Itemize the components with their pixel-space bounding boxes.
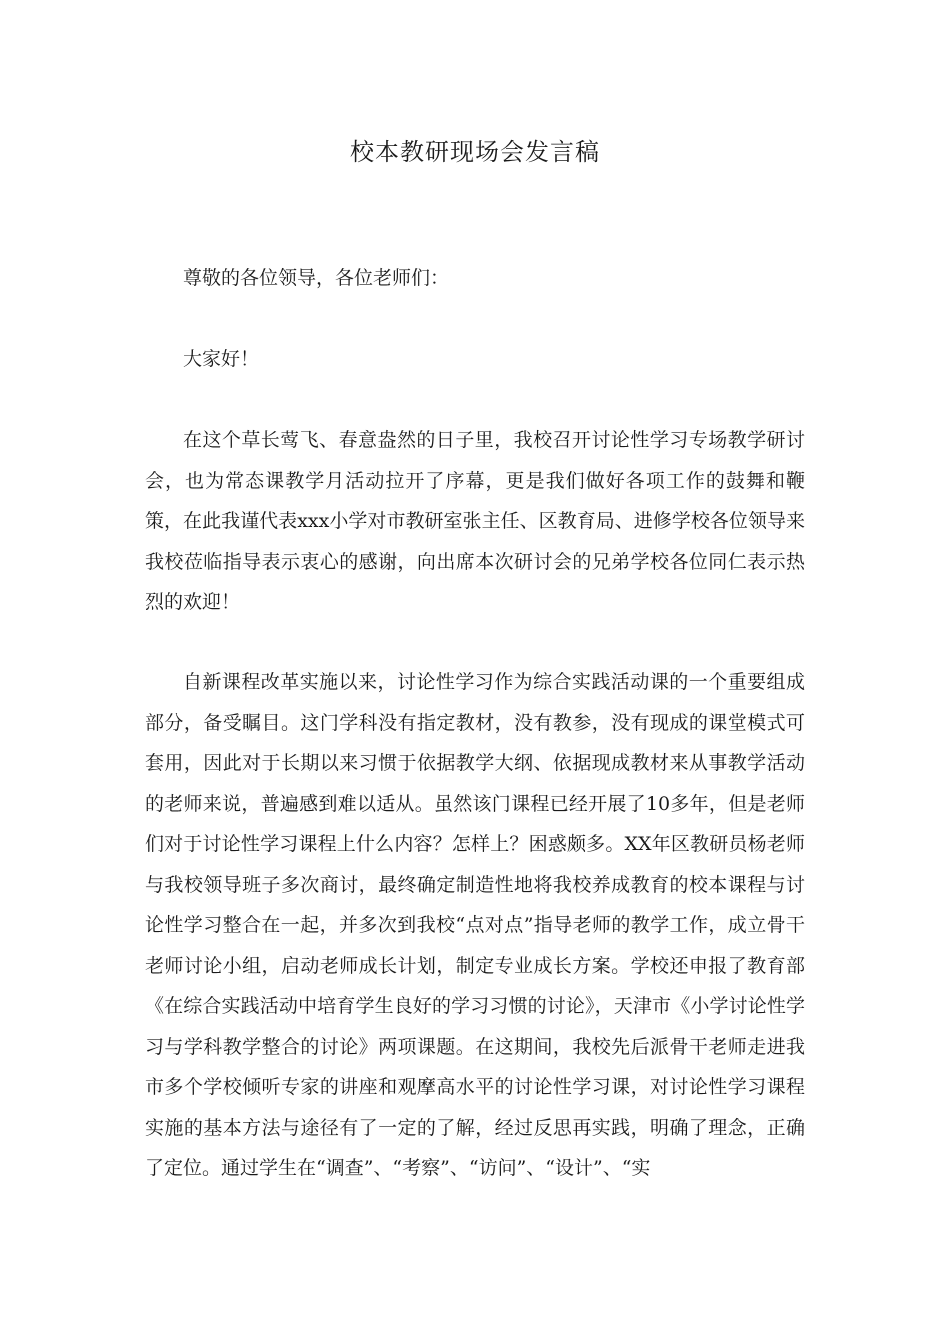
curriculum-reform-paragraph: 自新课程改革实施以来，讨论性学习作为综合实践活动课的一个重要组成部分，备受瞩目。这门学科没有指定教材，没有教参，没有现成的课堂模式可套用，因此对于长期以来习惯于依据教学大纲、依据现成教材来从事教学活动的老师来说，普遍感到难以适从。虽然该门课程已经开展了10多年，但是老师们对于讨论性学习课程上什么内容？怎样上？困惑颇多。XX年区教研员杨老师与我校领导班子多次商讨，最终确定制造性地将我校养成教育的校本课程与讨论性学习整合在一起，并多次到我校“点对点”指导老师的教学工作，成立骨干老师讨论小组，启动老师成长计划，制定专业成长方案。学校还申报了教育部《在综合实践活动中培育学生良好的学习习惯的讨论》，天津市《小学讨论性学习与学科教学整合的讨论》两项课题。在这期间，我校先后派骨干老师走进我市多个学校倾听专家的讲座和观摩高水平的讨论性学习课，对讨论性学习课程实施的基本方法与途径有了一定的了解，经过反思再实践，明确了理念，正确了定位。通过学生在“调查”、“考察”、“访问”、“设计”、“实 bbox=[145, 671, 805, 1179]
greeting-paragraph: 大家好！ bbox=[183, 348, 260, 370]
salutation-paragraph: 尊敬的各位领导，各位老师们： bbox=[183, 267, 450, 289]
welcome-paragraph: 在这个草长莺飞、春意盎然的日子里，我校召开讨论性学习专场教学研讨会，也为常态课教学月活动拉开了序幕，更是我们做好各项工作的鼓舞和鞭策，在此我谨代表xxx小学对市教研室张主任、区教育局、进修学校各位领导来我校莅临指导表示衷心的感谢，向出席本次研讨会的兄弟学校各位同仁表示热烈的欢迎！ bbox=[145, 429, 805, 613]
document-title: 校本教研现场会发言稿 bbox=[350, 138, 600, 166]
